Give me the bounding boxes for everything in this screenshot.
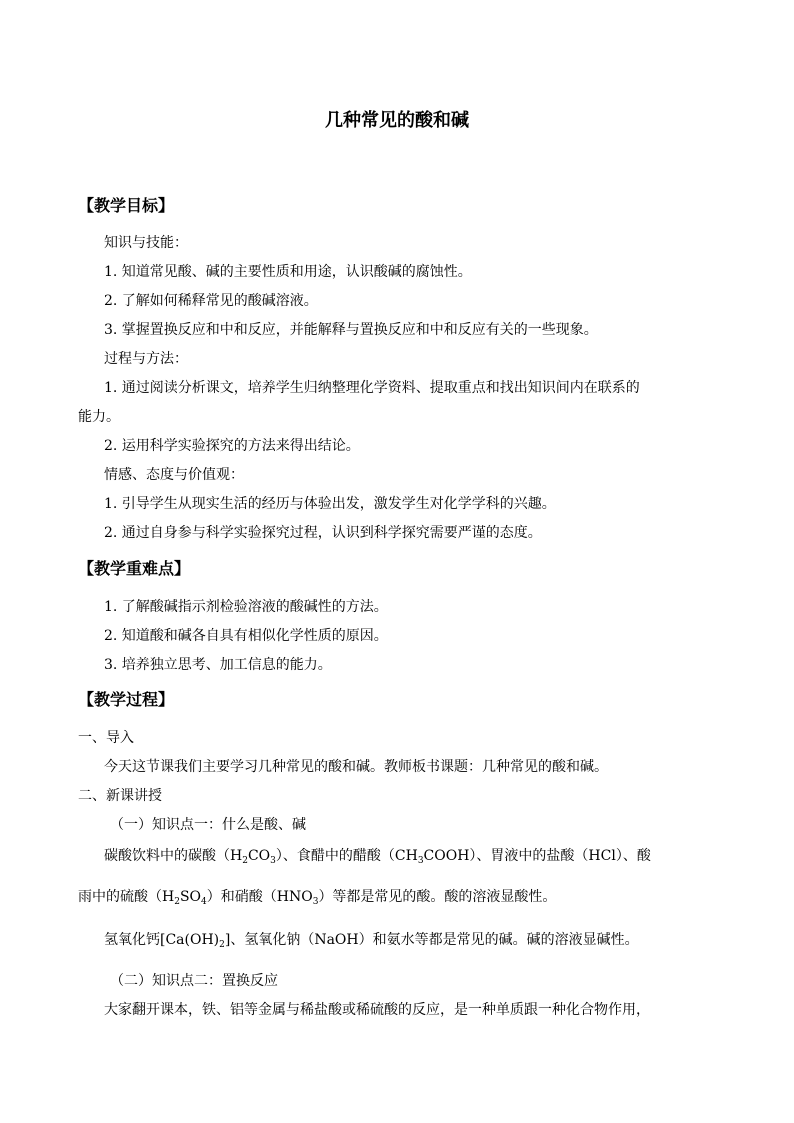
- new-lesson-label: 二、新课讲授: [78, 788, 162, 804]
- process-heading: 【教学过程】: [78, 690, 175, 709]
- knowledge-item-2: 2. 了解如何稀释常见的酸碱溶液。: [104, 293, 318, 309]
- page-title: 几种常见的酸和碱: [325, 110, 469, 131]
- knowledge-item-1: 1. 知道常见酸、碱的主要性质和用途，认识酸碱的腐蚀性。: [104, 264, 472, 280]
- intro-text: 今天这节课我们主要学习几种常见的酸和碱。教师板书课题：几种常见的酸和碱。: [104, 759, 608, 775]
- knowledge-point-2-text: 大家翻开课本，铁、铝等金属与稀盐酸或稀硫酸的反应，是一种单质跟一种化合物作用，: [104, 1002, 650, 1018]
- intro-label: 一、导入: [78, 730, 134, 746]
- knowledge-label: 知识与技能：: [104, 235, 188, 251]
- acid-paragraph-line-1: 碳酸饮料中的碳酸$(H_2CO_3)$、食醋中的醋酸$(CH_3COOH)$、胃液中的盐酸（HCl）、酸: [104, 848, 651, 866]
- knowledge-point-1-label: （一）知识点一：什么是酸、碱: [110, 817, 306, 833]
- emotion-item-1: 1. 引导学生从现实生活的经历与体验出发，激发学生对化学学科的兴趣。: [104, 496, 556, 512]
- key-point-2: 2. 知道酸和碱各自具有相似化学性质的原因。: [104, 628, 388, 644]
- acid-paragraph-line-2: 雨中的硫酸$(H_2SO_4)$和硝酸$(HNO_3)$等都是常见的酸。酸的溶液显酸性。: [78, 889, 557, 907]
- process-item-2: 2. 运用科学实验探究的方法来得出结论。: [104, 438, 360, 454]
- process-method-label: 过程与方法：: [104, 351, 188, 367]
- knowledge-point-2-label: （二）知识点二：置换反应: [110, 973, 278, 989]
- base-paragraph: 氢氧化钙$[Ca(OH)_2]$、氢氧化钠（NaOH）和氨水等都是常见的碱。碱的溶液显碱性。: [104, 932, 639, 950]
- process-item-1-line-1: 1. 通过阅读分析课文，培养学生归纳整理化学资料、提取重点和找出知识间内在联系的: [104, 380, 640, 396]
- emotion-item-2: 2. 通过自身参与科学实验探究过程，认识到科学探究需要严谨的态度。: [104, 525, 542, 541]
- key-points-heading: 【教学重难点】: [78, 559, 191, 578]
- key-point-1: 1. 了解酸碱指示剂检验溶液的酸碱性的方法。: [104, 599, 388, 615]
- key-point-3: 3. 培养独立思考、加工信息的能力。: [104, 657, 332, 673]
- emotion-label: 情感、态度与价值观：: [104, 467, 244, 483]
- process-item-1-line-2: 能力。: [78, 409, 120, 425]
- objectives-heading: 【教学目标】: [78, 196, 175, 215]
- knowledge-item-3: 3. 掌握置换反应和中和反应，并能解释与置换反应和中和反应有关的一些现象。: [104, 322, 598, 338]
